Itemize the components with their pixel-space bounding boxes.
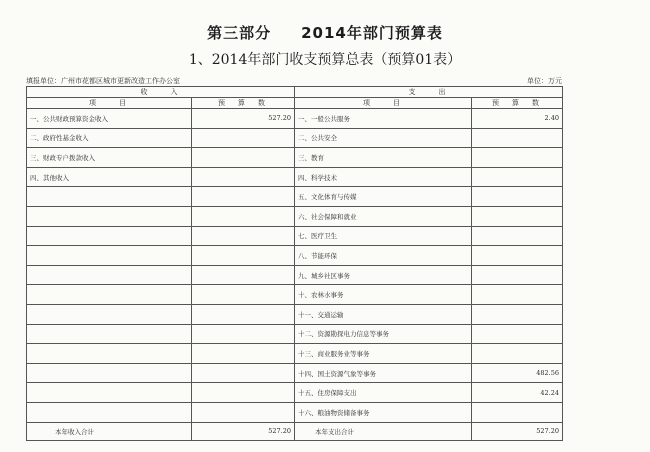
table-row (27, 187, 563, 207)
income-amount-cell (192, 304, 295, 324)
table-row (27, 304, 563, 324)
part-title (0, 22, 650, 43)
income-amount-cell (192, 363, 295, 383)
income-amount-cell (192, 246, 295, 266)
expense-amount-header: 预 算 数 (472, 98, 563, 109)
table-row (27, 402, 563, 422)
income-item-cell (27, 187, 192, 207)
income-item-cell (27, 206, 192, 226)
expense-item-cell: 十、农林水事务 (295, 285, 472, 305)
income-amount-cell (192, 285, 295, 305)
expense-amount-cell (472, 226, 563, 246)
expense-amount-cell: 2.40 (472, 109, 563, 129)
expense-total-amount: 527.20 (472, 422, 563, 440)
part-heading: 2014年部门预算表 (301, 24, 443, 42)
income-amount-cell (192, 226, 295, 246)
expense-item-cell: 十三、商业服务业等事务 (295, 344, 472, 364)
income-item-cell: 三、财政专户拨款收入 (27, 148, 192, 168)
table-row (27, 246, 563, 266)
expense-amount-cell (472, 246, 563, 266)
income-item-cell: 二、政府性基金收入 (27, 128, 192, 148)
expense-item-cell: 十六、粮油物资储备事务 (295, 402, 472, 422)
expense-item-cell: 九、城乡社区事务 (295, 265, 472, 285)
income-item-cell (27, 402, 192, 422)
expense-amount-cell (472, 304, 563, 324)
table-header-row (27, 87, 563, 98)
expense-item-cell: 五、文化体育与传媒 (295, 187, 472, 207)
expense-item-cell: 七、医疗卫生 (295, 226, 472, 246)
table-row (27, 167, 563, 187)
income-amount-cell (192, 324, 295, 344)
expense-amount-cell (472, 148, 563, 168)
income-header: 收 入 (27, 87, 295, 98)
expense-amount-cell (472, 402, 563, 422)
expense-item-cell: 十一、交通运输 (295, 304, 472, 324)
meta-line (26, 76, 562, 86)
part-label: 第三部分 (207, 24, 272, 42)
expense-item-cell: 四、科学技术 (295, 167, 472, 187)
expense-item-cell: 一、一般公共服务 (295, 109, 472, 129)
expense-header: 支 出 (295, 87, 563, 98)
expense-item-cell: 十四、国土资源气象等事务 (295, 363, 472, 383)
expense-item-cell: 六、社会保障和就业 (295, 206, 472, 226)
expense-item-cell: 十二、资源勘探电力信息等事务 (295, 324, 472, 344)
table-row (27, 265, 563, 285)
expense-item-header: 项 目 (295, 98, 472, 109)
income-total-amount: 527.20 (192, 422, 295, 440)
income-amount-cell (192, 187, 295, 207)
table-row (27, 363, 563, 383)
income-amount-cell (192, 148, 295, 168)
income-item-cell (27, 363, 192, 383)
income-item-header: 项 目 (27, 98, 192, 109)
expense-item-cell: 二、公共安全 (295, 128, 472, 148)
table-row (27, 344, 563, 364)
income-item-cell (27, 265, 192, 285)
expense-amount-cell: 42.24 (472, 383, 563, 403)
income-amount-cell (192, 344, 295, 364)
expense-amount-cell (472, 206, 563, 226)
income-amount-cell (192, 383, 295, 403)
currency-unit: 单位：万元 (527, 77, 562, 85)
expense-item-cell: 八、节能环保 (295, 246, 472, 266)
expense-item-cell: 十五、住房保障支出 (295, 383, 472, 403)
table-row (27, 148, 563, 168)
table-row (27, 285, 563, 305)
income-total-label: 本年收入合计 (27, 422, 192, 440)
income-item-cell: 一、公共财政预算资金收入 (27, 109, 192, 129)
income-amount-cell (192, 402, 295, 422)
income-amount-cell: 527.20 (192, 109, 295, 129)
income-item-cell (27, 246, 192, 266)
total-row (27, 422, 563, 440)
expense-amount-cell (472, 285, 563, 305)
expense-total-label: 本年支出合计 (295, 422, 472, 440)
income-item-cell (27, 344, 192, 364)
expense-amount-cell (472, 187, 563, 207)
expense-amount-cell: 482.56 (472, 363, 563, 383)
reporting-unit: 填报单位：广州市花都区城市更新改造工作办公室 (26, 77, 180, 85)
expense-amount-cell (472, 128, 563, 148)
table-row (27, 109, 563, 129)
table-row (27, 324, 563, 344)
expense-amount-cell (472, 324, 563, 344)
income-item-cell: 四、其他收入 (27, 167, 192, 187)
table-body (27, 109, 563, 423)
table-title: 1、2014年部门收支预算总表（预算01表） (188, 52, 462, 68)
expense-amount-cell (472, 344, 563, 364)
income-item-cell (27, 383, 192, 403)
income-amount-cell (192, 128, 295, 148)
income-item-cell (27, 324, 192, 344)
income-amount-header: 预 算 数 (192, 98, 295, 109)
expense-amount-cell (472, 167, 563, 187)
income-amount-cell (192, 167, 295, 187)
income-item-cell (27, 226, 192, 246)
table-row (27, 383, 563, 403)
expense-amount-cell (472, 265, 563, 285)
table-subheader-row (27, 98, 563, 109)
expense-item-cell: 三、教育 (295, 148, 472, 168)
income-amount-cell (192, 265, 295, 285)
budget-table (26, 86, 563, 441)
table-row (27, 206, 563, 226)
income-item-cell (27, 285, 192, 305)
income-item-cell (27, 304, 192, 324)
table-row (27, 226, 563, 246)
table-row (27, 128, 563, 148)
income-amount-cell (192, 206, 295, 226)
